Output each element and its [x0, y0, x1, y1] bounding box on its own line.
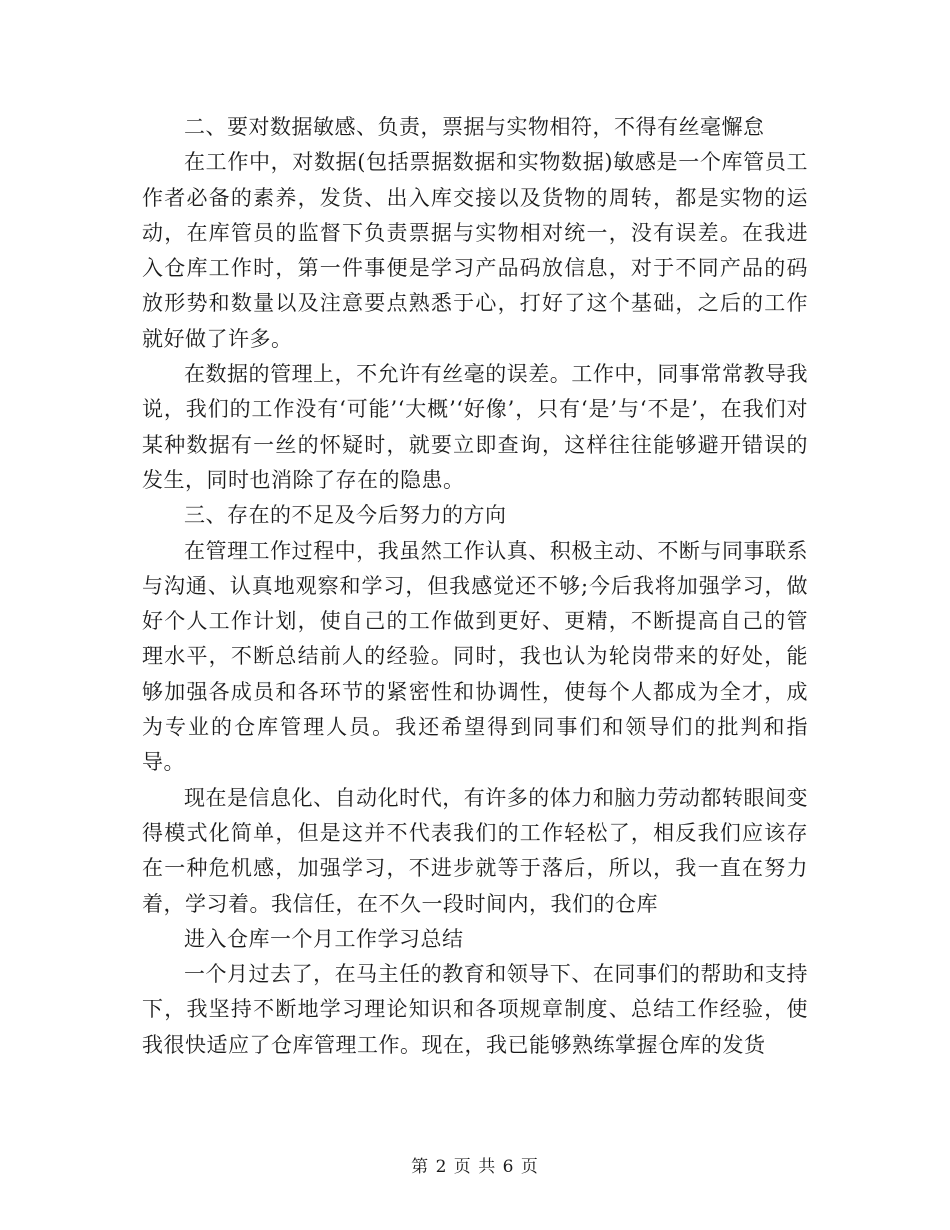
section-heading-3: 三、存在的不足及今后努力的方向	[184, 503, 507, 528]
paragraph: 一个月过去了，在马主任的教育和领导下、在同事们的帮助和支持下，我坚持不断地学习理论知识和各项规章制度、总结工作经验，使我很快适应了仓库管理工作。现在，我已能够熟练掌握仓库的发货	[142, 962, 808, 1057]
paragraph: 在数据的管理上，不允许有丝毫的误差。工作中，同事常常教导我说，我们的工作没有‘可能’‘大概’‘好像’，只有‘是’与‘不是’，在我们对某种数据有一丝的怀疑时，就要立即查询，这样往往能够避开错误的发生，同时也消除了存在的隐患。	[142, 362, 808, 492]
paragraph: 在工作中，对数据(包括票据数据和实物数据)敏感是一个库管员工作者必备的素养，发货、出入库交接以及货物的周转，都是实物的运动，在库管员的监督下负责票据与实物相对统一，没有误差。在我进入仓库工作时，第一件事便是学习产品码放信息，对于不同产品的码放形势和数量以及注意要点熟悉于心，打好了这个基础，之后的工作就好做了许多。	[142, 150, 808, 351]
paragraph: 现在是信息化、自动化时代，有许多的体力和脑力劳动都转眼间变得模式化简单，但是这并不代表我们的工作轻松了，相反我们应该存在一种危机感，加强学习，不进步就等于落后，所以，我一直在努力着，学习着。我信任，在不久一段时间内，我们的仓库	[142, 785, 808, 916]
section-heading-2: 二、要对数据敏感、负责，票据与实物相符，不得有丝毫懈怠	[184, 115, 765, 139]
document-subtitle: 进入仓库一个月工作学习总结	[184, 926, 464, 951]
page-footer: 第 2 页 共 6 页	[411, 1157, 539, 1177]
document-body	[142, 110, 808, 1063]
paragraph: 在管理工作过程中，我虽然工作认真、积极主动、不断与同事联系与沟通、认真地观察和学习，但我感觉还不够;今后我将加强学习，做好个人工作计划，使自己的工作做到更好、更精，不断提高自己的管理水平，不断总结前人的经验。同时，我也认为轮岗带来的好处，能够加强各成员和各环节的紧密性和协调性，使每个人都成为全才，成为专业的仓库管理人员。我还希望得到同事们和领导们的批判和指导。	[142, 538, 808, 775]
